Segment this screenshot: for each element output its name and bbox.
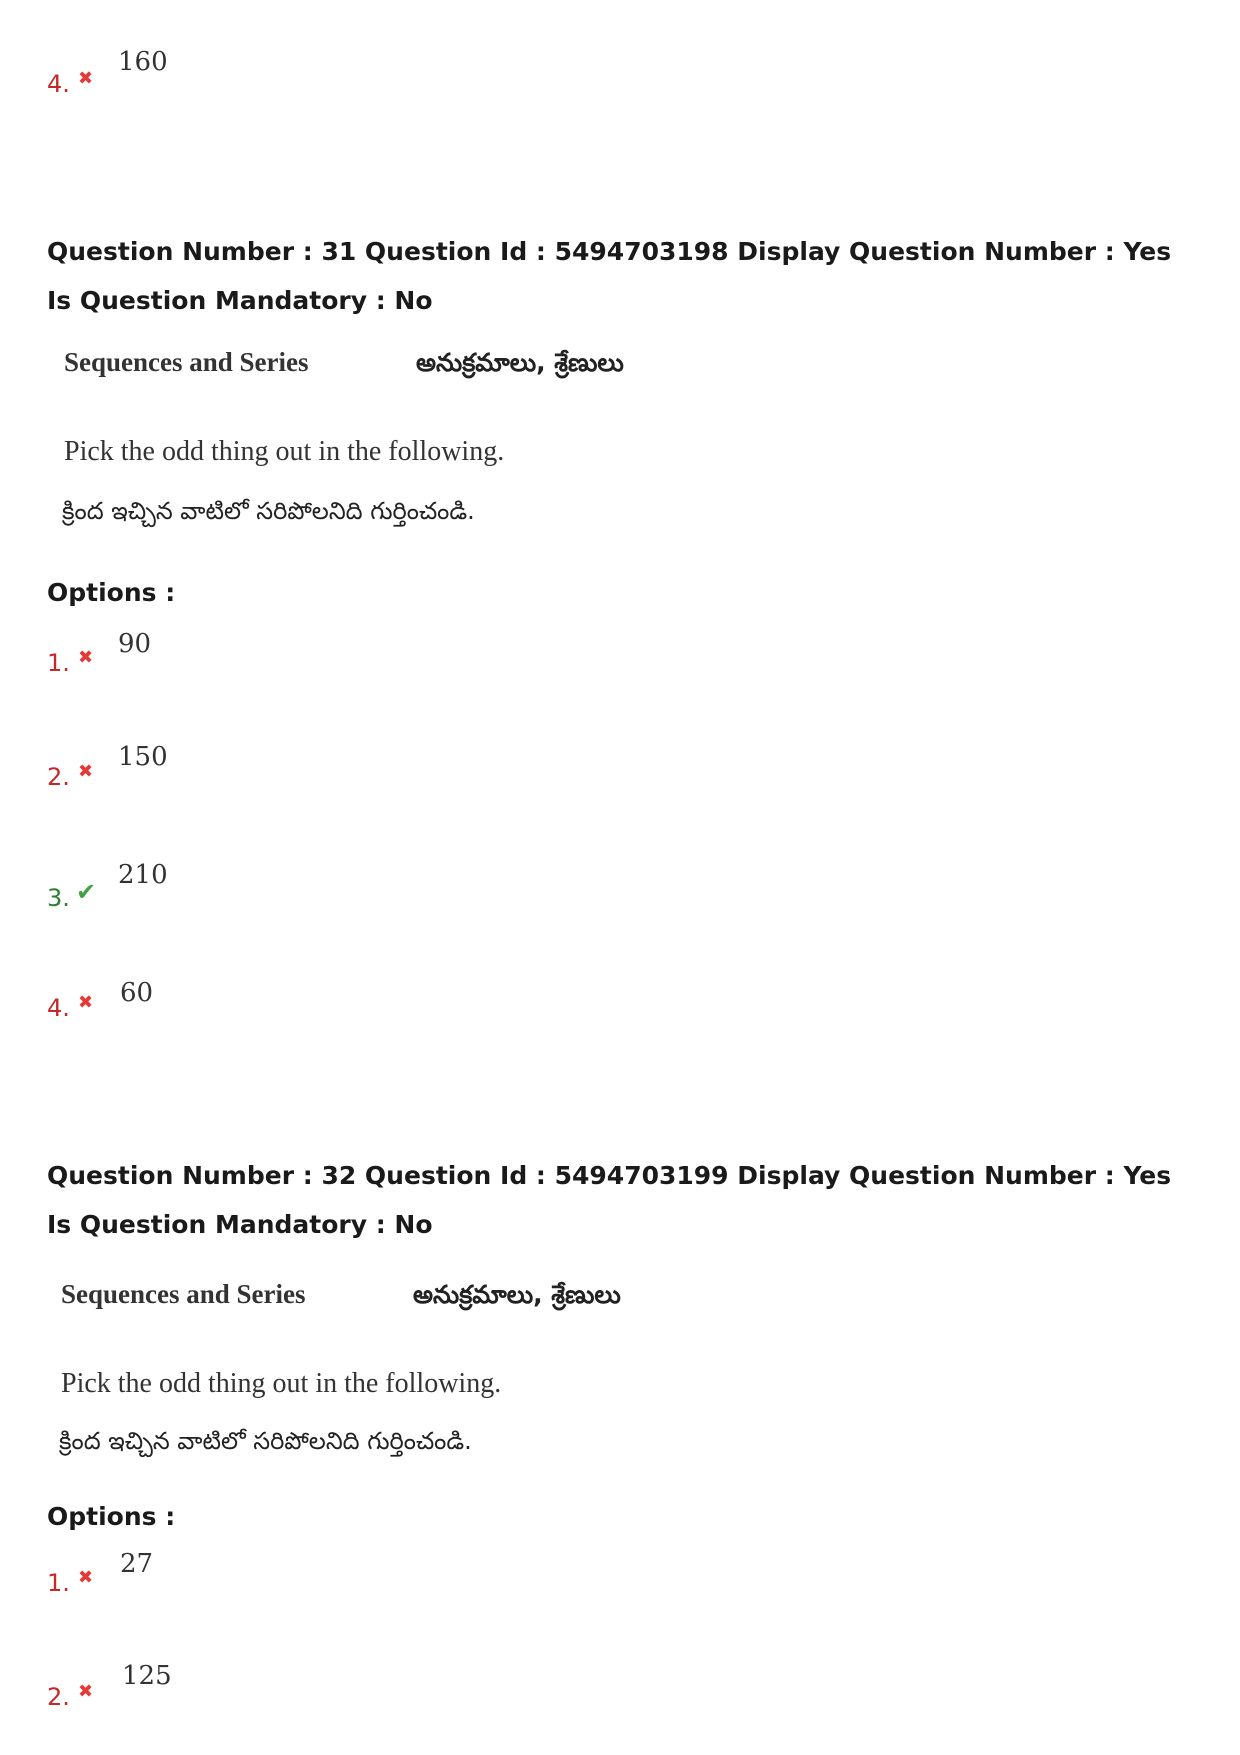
wrong-mark-icon: ✖: [78, 68, 94, 89]
option-value: 125: [122, 1661, 172, 1691]
question-text-telugu: క్రింద ఇచ్చిన వాటిలో సరిపోలనిది గుర్తించండి.: [59, 1427, 472, 1455]
option-number: 1.: [47, 1569, 70, 1597]
option-number: 4.: [47, 70, 70, 98]
option-number: 1.: [47, 649, 70, 677]
option-number: 3.: [47, 884, 70, 912]
topic-telugu: అనుక్రమాలు, శ్రేణులు: [416, 348, 624, 377]
options-label: Options :: [47, 1502, 176, 1531]
topic-english: Sequences and Series: [64, 347, 309, 377]
question-text-english: Pick the odd thing out in the following.: [64, 436, 505, 467]
question-header: Question Number : 32 Question Id : 5494703199 Display Question Number : Yes Is Question Mandatory : No: [47, 1161, 1172, 1239]
options-label: Options :: [47, 578, 176, 607]
question-text-english: Pick the odd thing out in the following.: [61, 1368, 502, 1399]
topic-english: Sequences and Series: [61, 1279, 306, 1309]
option-value: 210: [118, 860, 168, 890]
wrong-mark-icon: ✖: [78, 992, 94, 1013]
wrong-mark-icon: ✖: [78, 1681, 94, 1702]
option-number: 2.: [47, 1683, 70, 1711]
wrong-mark-icon: ✖: [78, 761, 94, 782]
option-value: 160: [118, 47, 168, 77]
option-value: 150: [118, 742, 168, 772]
option-value: 27: [120, 1549, 154, 1579]
wrong-mark-icon: ✖: [78, 647, 94, 668]
option-value: 90: [118, 629, 152, 659]
option-value: 60: [120, 978, 154, 1008]
wrong-mark-icon: ✖: [78, 1567, 94, 1588]
question-text-telugu: క్రింద ఇచ్చిన వాటిలో సరిపోలనిది గుర్తించండి.: [62, 497, 475, 525]
topic-telugu: అనుక్రమాలు, శ్రేణులు: [413, 1280, 621, 1309]
correct-mark-icon: ✔: [76, 878, 97, 906]
option-number: 2.: [47, 763, 70, 791]
option-number: 4.: [47, 994, 70, 1022]
question-header: Question Number : 31 Question Id : 5494703198 Display Question Number : Yes Is Question Mandatory : No: [47, 237, 1172, 315]
